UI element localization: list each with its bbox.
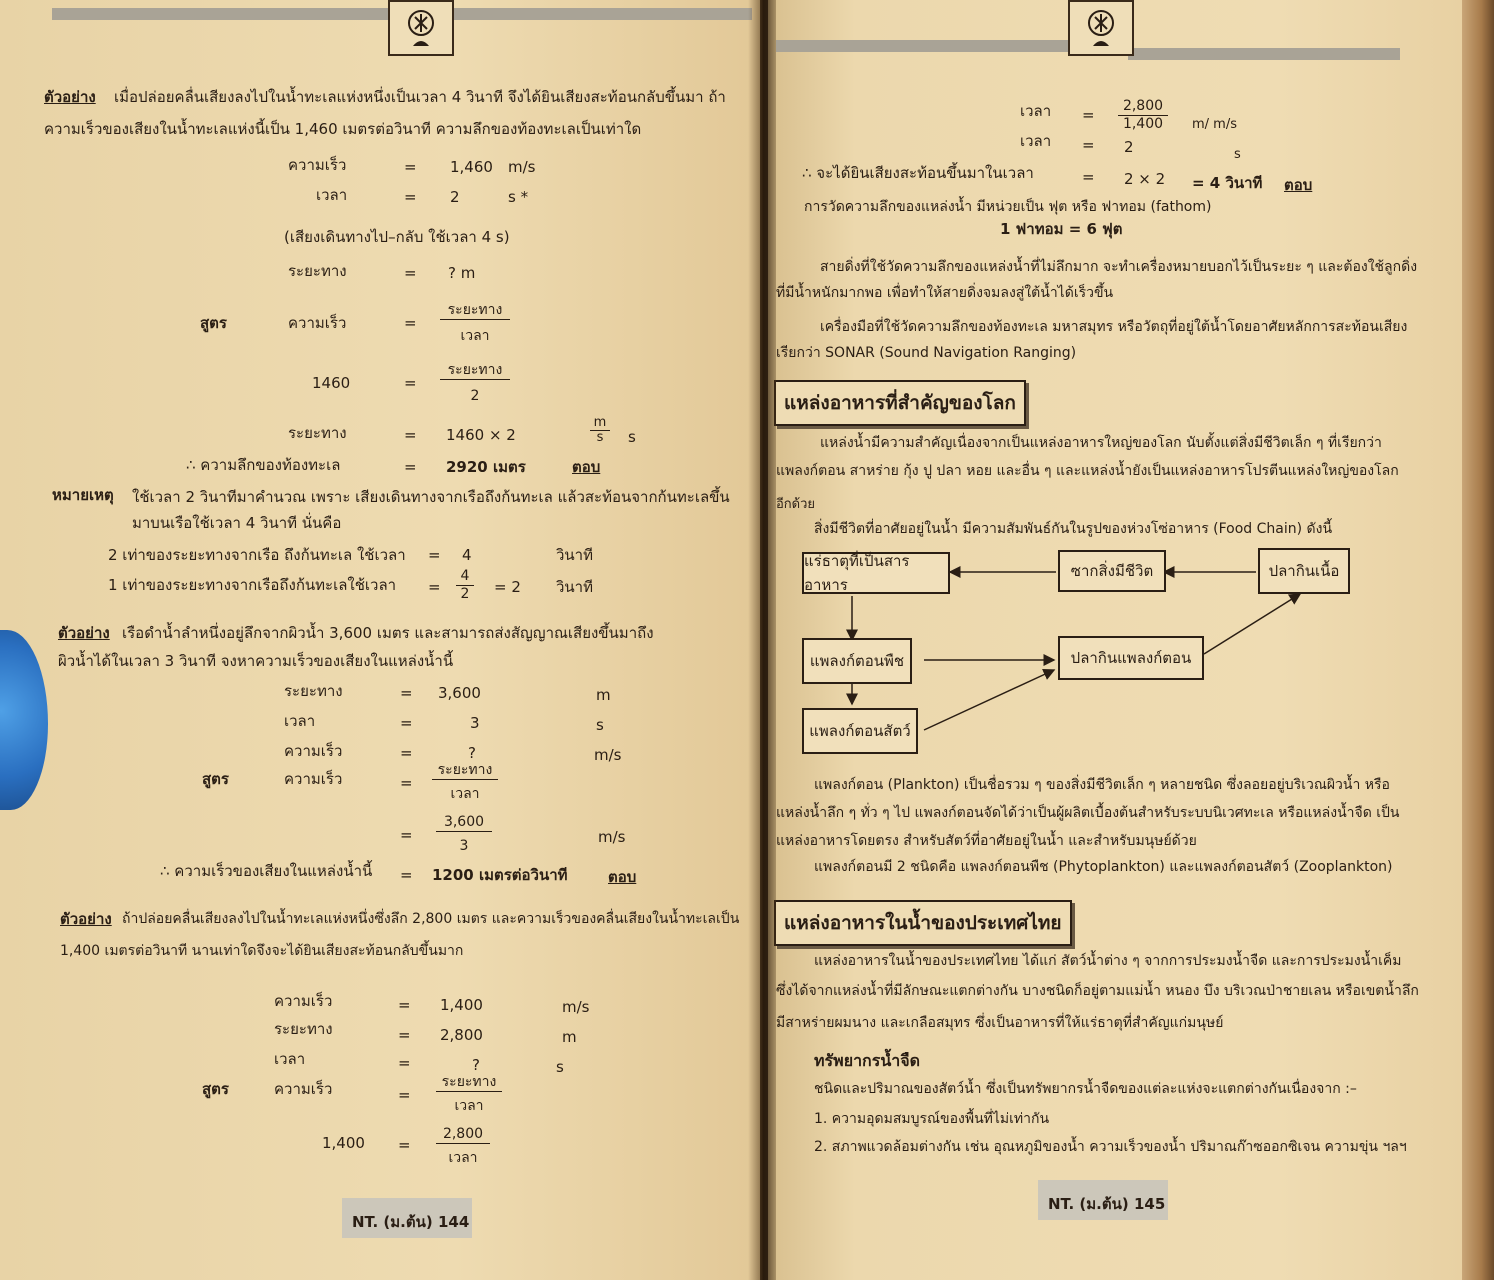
ex3-r3-b: = [398,1054,411,1072]
s1-p2: สิ่งมีชีวิตที่อาศัยอยู่ในน้ำ มีความสัมพันธ์กันในรูปของห่วงโซ่อาหาร (Food Chain) ดังนี้ [814,521,1333,537]
ex2-r4-b: = [400,774,413,792]
note-line2-den: 2 [460,586,470,602]
ex3-label: ตัวอย่าง [60,910,112,928]
ex2-label: ตัวอย่าง [58,624,110,642]
ex2-answer: ตอบ [608,868,637,886]
rp-r2-d: s [1234,147,1241,162]
rp-r3-b: = [1082,168,1095,186]
ex3-r3-c: ? [472,1056,480,1074]
ex1-r6-unit-s: s [628,428,636,446]
ex2-text2: ผิวน้ำได้ในเวลา 3 วินาที จงหาความเร็วของเสียงในแหล่งน้ำนี้ [58,652,454,670]
ex1-r7-b: = [404,458,417,476]
ex3-r5-b: = [398,1136,411,1154]
ex2-r6-b: = [400,866,413,884]
top-rule-right [776,40,1076,52]
ex2-r1-a: ระยะทาง [284,682,343,700]
book-gutter [748,0,776,1280]
rp-r3-c: 2 × 2 [1124,170,1166,188]
ex1-r7-a: ∴ ความลึกของท้องทะเล [186,456,341,474]
ex3-r4-den: เวลา [454,1098,484,1114]
rp-p2b: เรียกว่า SONAR (Sound Navigation Ranging) [776,345,1077,361]
pl-p1b: แหล่งน้ำลึก ๆ ทั่ว ๆ ไป แพลงก์ตอนจัดได้ว่าเป็นผู้ผลิตเบื้องต้นสำหรับระบบนิเวศทะเล หรือแหล่งน้ำจืด เป็น [776,805,1400,821]
note-label: หมายเหตุ [52,486,114,504]
ex2-r1-c: 3,600 [438,684,481,702]
ex2-r1-b: = [400,684,413,702]
ex1-r3-c: ? m [448,264,476,282]
ex1-r2-d: s * [508,188,529,206]
ex1-r7-c: 2920 เมตร [446,458,526,476]
ex2-r5-a: = [400,826,413,844]
ex1-r5-num: ระยะทาง [440,362,510,380]
ex1-r4-a: ความเร็ว [288,314,347,332]
section-title-thai-food: แหล่งอาหารในน้ำของประเทศไทย [774,900,1072,946]
s2-p1a: แหล่งอาหารในน้ำของประเทศไทย ได้แก่ สัตว์น้ำต่าง ๆ จากการประมงน้ำจืด และการประมงน้ำเค็ม [814,953,1402,969]
ex1-note-paren: (เสียงเดินทางไป–กลับ ใช้เวลา 4 s) [284,228,510,246]
ex1-r2-a: เวลา [316,186,348,204]
s1-p1b: แพลงก์ตอน สาหร่าย กุ้ง ปู ปลา หอย และอื่น ๆ และแหล่งน้ำยังเป็นแหล่งอาหารโปรตีนแหล่งใหญ่ของโลก [776,463,1399,479]
node-zooplankton: แพลงก์ตอนสัตว์ [802,708,918,754]
top-rule-left-2 [452,8,752,20]
s2-li1: 1. ความอุดมสมบูรณ์ของพื้นที่ไม่เท่ากัน [814,1111,1050,1127]
ex3-r2-c: 2,800 [440,1026,483,1044]
rp-r1-den: 1,400 [1122,116,1164,132]
ex1-answer: ตอบ [572,458,601,476]
rp-r3-a: ∴ จะได้ยินเสียงสะท้อนขึ้นมาในเวลา [802,164,1034,182]
blue-object [0,630,48,810]
top-rule-left [52,8,388,20]
pl-p2: แพลงก์ตอนมี 2 ชนิดคือ แพลงก์ตอนพืช (Phytoplankton) และแพลงก์ตอนสัตว์ (Zooplankton) [814,859,1393,875]
ex3-r4-a: ความเร็ว [274,1080,333,1098]
node-phytoplankton: แพลงก์ตอนพืช [802,638,912,684]
ex1-r6-c: 1460 × 2 [446,426,516,444]
s1-p1c: อีกด้วย [776,497,816,512]
s2-sub: ทรัพยากรน้ำจืด [814,1051,921,1070]
ex2-r5-d: m/s [598,828,626,846]
node-minerals: แร่ธาตุที่เป็นสารอาหาร [802,552,950,594]
ex2-r4-fraction [432,762,498,803]
ex1-r1-a: ความเร็ว [288,156,347,174]
rp-p2a: เครื่องมือที่ใช้วัดความลึกของท้องทะเล มหาสมุทร หรือวัตถุที่อยู่ใต้น้ำโดยอาศัยหลักการสะท้อนเสียง [820,319,1408,335]
ex3-r5-fraction [436,1126,490,1167]
ex1-formula-label: สูตร [200,314,227,332]
ex2-r6-c: 1200 เมตรต่อวินาที [432,866,568,884]
s1-p1a: แหล่งน้ำมีความสำคัญเนื่องจากเป็นแหล่งอาหารใหญ่ของโลก นับตั้งแต่สิ่งมีชีวิตเล็ก ๆ ที่เรียกว่า [820,435,1382,451]
note-line2-b: = [428,578,441,596]
note-line2-e: = 2 [494,578,521,596]
note-text2: มาบนเรือใช้เวลา 4 วินาที นั่นคือ [132,514,342,532]
ex2-r3-a: ความเร็ว [284,742,343,760]
ex1-r3-b: = [404,264,417,282]
ex3-formula-label: สูตร [202,1080,229,1098]
ex3-r1-a: ความเร็ว [274,992,333,1010]
rp-r1-unit: m/ m/s [1192,117,1237,132]
ex3-r4-fraction [436,1074,502,1115]
ex3-r1-c: 1,400 [440,996,483,1014]
ex2-r6-a: ∴ ความเร็วของเสียงในแหล่งน้ำนี้ [160,862,373,880]
ex1-r6-unit-fraction [590,416,610,445]
ex3-r5-a: 1,400 [322,1134,365,1152]
ex1-r4-b: = [404,314,417,332]
ex1-r2-c: 2 [450,188,460,206]
ex2-r3-d: m/s [594,746,622,764]
rp-r1-num: 2,800 [1118,98,1168,116]
rp-answer: ตอบ [1284,176,1313,194]
s2-p1b: ซึ่งได้จากแหล่งน้ำที่มีลักษณะแตกต่างกัน บางชนิดก็อยู่ตามแม่น้ำ หนอง บึง บริเวณป่าชายเลน หรือเขตน้ำลึก [776,983,1419,999]
book-edge [1462,0,1494,1280]
note-line1-d: วินาที [556,546,593,564]
top-rule-right-2 [1128,48,1400,60]
ex1-r4-fraction [440,302,510,345]
note-text1: ใช้เวลา 2 วินาทีมาคำนวณ เพราะ เสียงเดินทางจากเรือถึงก้นทะเล แล้วสะท้อนจากก้นทะเลขึ้น [132,488,730,506]
ex1-r4-num: ระยะทาง [440,302,510,320]
ex3-r1-d: m/s [562,998,590,1016]
rp-r5: 1 ฟาทอม = 6 ฟุต [1000,220,1123,238]
ex1-r5-fraction [440,362,510,405]
ex2-r4-a: ความเร็ว [284,770,343,788]
ex2-r3-c: ? [468,744,476,762]
ex2-r2-c: 3 [470,714,480,732]
note-line2-f: วินาที [556,578,593,596]
ex1-text2: ความเร็วของเสียงในน้ำทะเลแห่งนี้เป็น 1,460 เมตรต่อวินาที ความลึกของท้องทะเลเป็นเท่าใด [44,120,642,138]
ex3-r4-b: = [398,1086,411,1104]
rp-r2-c: 2 [1124,138,1134,156]
ex3-r4-num: ระยะทาง [436,1074,502,1092]
note-line1-c: 4 [462,546,472,564]
rp-r2-a: เวลา [1020,132,1052,150]
ex3-r2-b: = [398,1026,411,1044]
ex1-r3-a: ระยะทาง [288,262,347,280]
ex1-r6-unit-num: m [590,416,610,431]
ex1-r4-den: เวลา [460,328,490,344]
ex1-text1: เมื่อปล่อยคลื่นเสียงลงไปในน้ำทะเลแห่งหนึ่งเป็นเวลา 4 วินาที จึงได้ยินเสียงสะท้อนกลับขึ้นมา ถ้า [114,88,726,106]
ex3-r2-d: m [562,1028,577,1046]
ex1-r2-b: = [404,188,417,206]
ex2-r4-num: ระยะทาง [432,762,498,780]
rp-r1-a: เวลา [1020,102,1052,120]
note-line2-a: 1 เท่าของระยะทางจากเรือถึงก้นทะเลใช้เวลา [108,576,397,594]
section-title-world-food: แหล่งอาหารที่สำคัญของโลก [774,380,1026,426]
ex2-r5-fraction [436,814,492,855]
ex3-r3-d: s [556,1058,564,1076]
pl-p1c: แหล่งอาหารโดยตรง สำหรับสัตว์ที่อาศัยอยู่ในน้ำ และสำหรับมนุษย์ด้วย [776,833,1197,849]
ex2-r5-den: 3 [459,838,469,854]
ex1-r6-a: ระยะทาง [288,424,347,442]
ex1-r6-b: = [404,426,417,444]
ex3-text1: ถ้าปล่อยคลื่นเสียงลงไปในน้ำทะเลแห่งหนึ่งซึ่งลึก 2,800 เมตร และความเร็วของคลื่นเสียงในน้ำทะเลเป็น [122,911,740,927]
s2-p2: ชนิดและปริมาณของสัตว์น้ำ ซึ่งเป็นทรัพยากรน้ำจืดของแต่ละแห่งจะแตกต่างกันเนื่องจาก :– [814,1081,1357,1097]
ex1-r6-unit-den: s [596,430,604,445]
ex2-r1-d: m [596,686,611,704]
book-logo-icon-right [1068,0,1134,56]
note-line2-fraction [456,568,474,603]
ex3-r1-b: = [398,996,411,1014]
ex2-formula-label: สูตร [202,770,229,788]
note-line1-b: = [428,546,441,564]
node-carnivorous-fish: ปลากินเนื้อ [1258,548,1350,594]
node-dead-organisms: ซากสิ่งมีชีวิต [1058,550,1166,592]
page-number-left: NT. (ม.ต้น) 144 [352,1213,470,1231]
s2-li2: 2. สภาพแวดล้อมต่างกัน เช่น อุณหภูมิของน้ำ ความเร็วของน้ำ ปริมาณก๊าซออกซิเจน ความขุ่น ฯลฯ [814,1139,1407,1155]
ex2-r3-b: = [400,744,413,762]
ex1-r1-d: m/s [508,158,536,176]
ex2-r5-num: 3,600 [436,814,492,832]
rp-p1b: ที่มีน้ำหนักมากพอ เพื่อทำให้สายดิ่งจมลงสู่ใต้น้ำได้เร็วขึ้น [776,285,1114,301]
ex1-label: ตัวอย่าง [44,88,96,106]
rp-r4: การวัดความลึกของแหล่งน้ำ มีหน่วยเป็น ฟุต หรือ ฟาทอม (fathom) [804,199,1212,215]
note-line1-a: 2 เท่าของระยะทางจากเรือ ถึงก้นทะเล ใช้เวลา [108,546,406,564]
ex3-r5-num: 2,800 [436,1126,490,1144]
ex3-r3-a: เวลา [274,1050,306,1068]
rp-r3-d: = 4 วินาที [1192,174,1263,192]
ex2-r2-a: เวลา [284,712,316,730]
ex3-r2-a: ระยะทาง [274,1020,333,1038]
ex2-r4-den: เวลา [450,786,480,802]
ex3-text2: 1,400 เมตรต่อวินาที นานเท่าใดจึงจะได้ยินเสียงสะท้อนกลับขึ้นมาก [60,943,464,959]
ex2-r2-b: = [400,714,413,732]
node-plankton-eating-fish: ปลากินแพลงก์ตอน [1058,636,1204,680]
s2-p1c: มีสาหร่ายผมนาง และเกลือสมุทร ซึ่งเป็นอาหารที่ให้แร่ธาตุที่สำคัญแก่มนุษย์ [776,1015,1224,1031]
rp-r1-fraction [1118,98,1168,133]
rp-p1a: สายดิ่งที่ใช้วัดความลึกของแหล่งน้ำที่ไม่ลึกมาก จะทำเครื่องหมายบอกไว้เป็นระยะ ๆ และต้องใช้ลูกดิ่ง [820,259,1418,275]
rp-r2-b: = [1082,136,1095,154]
ex1-r5-b: = [404,374,417,392]
book-logo-icon [388,0,454,56]
right-page [768,0,1494,1280]
rp-r1-b: = [1082,106,1095,124]
note-line2-num: 4 [456,568,474,586]
ex1-r1-c: 1,460 [450,158,493,176]
pl-p1a: แพลงก์ตอน (Plankton) เป็นชื่อรวม ๆ ของสิ่งมีชีวิตเล็ก ๆ หลายชนิด ซึ่งลอยอยู่บริเวณผิวน้ำ หรือ [814,777,1390,793]
page-number-right: NT. (ม.ต้น) 145 [1048,1195,1166,1213]
ex1-r5-den: 2 [470,388,480,404]
ex1-r1-b: = [404,158,417,176]
ex2-r2-d: s [596,716,604,734]
ex1-r5-a: 1460 [312,374,351,392]
ex2-text1: เรือดำน้ำลำหนึ่งอยู่ลึกจากผิวน้ำ 3,600 เมตร และสามารถส่งสัญญาณเสียงขึ้นมาถึง [122,624,654,642]
ex3-r5-den: เวลา [448,1150,478,1166]
